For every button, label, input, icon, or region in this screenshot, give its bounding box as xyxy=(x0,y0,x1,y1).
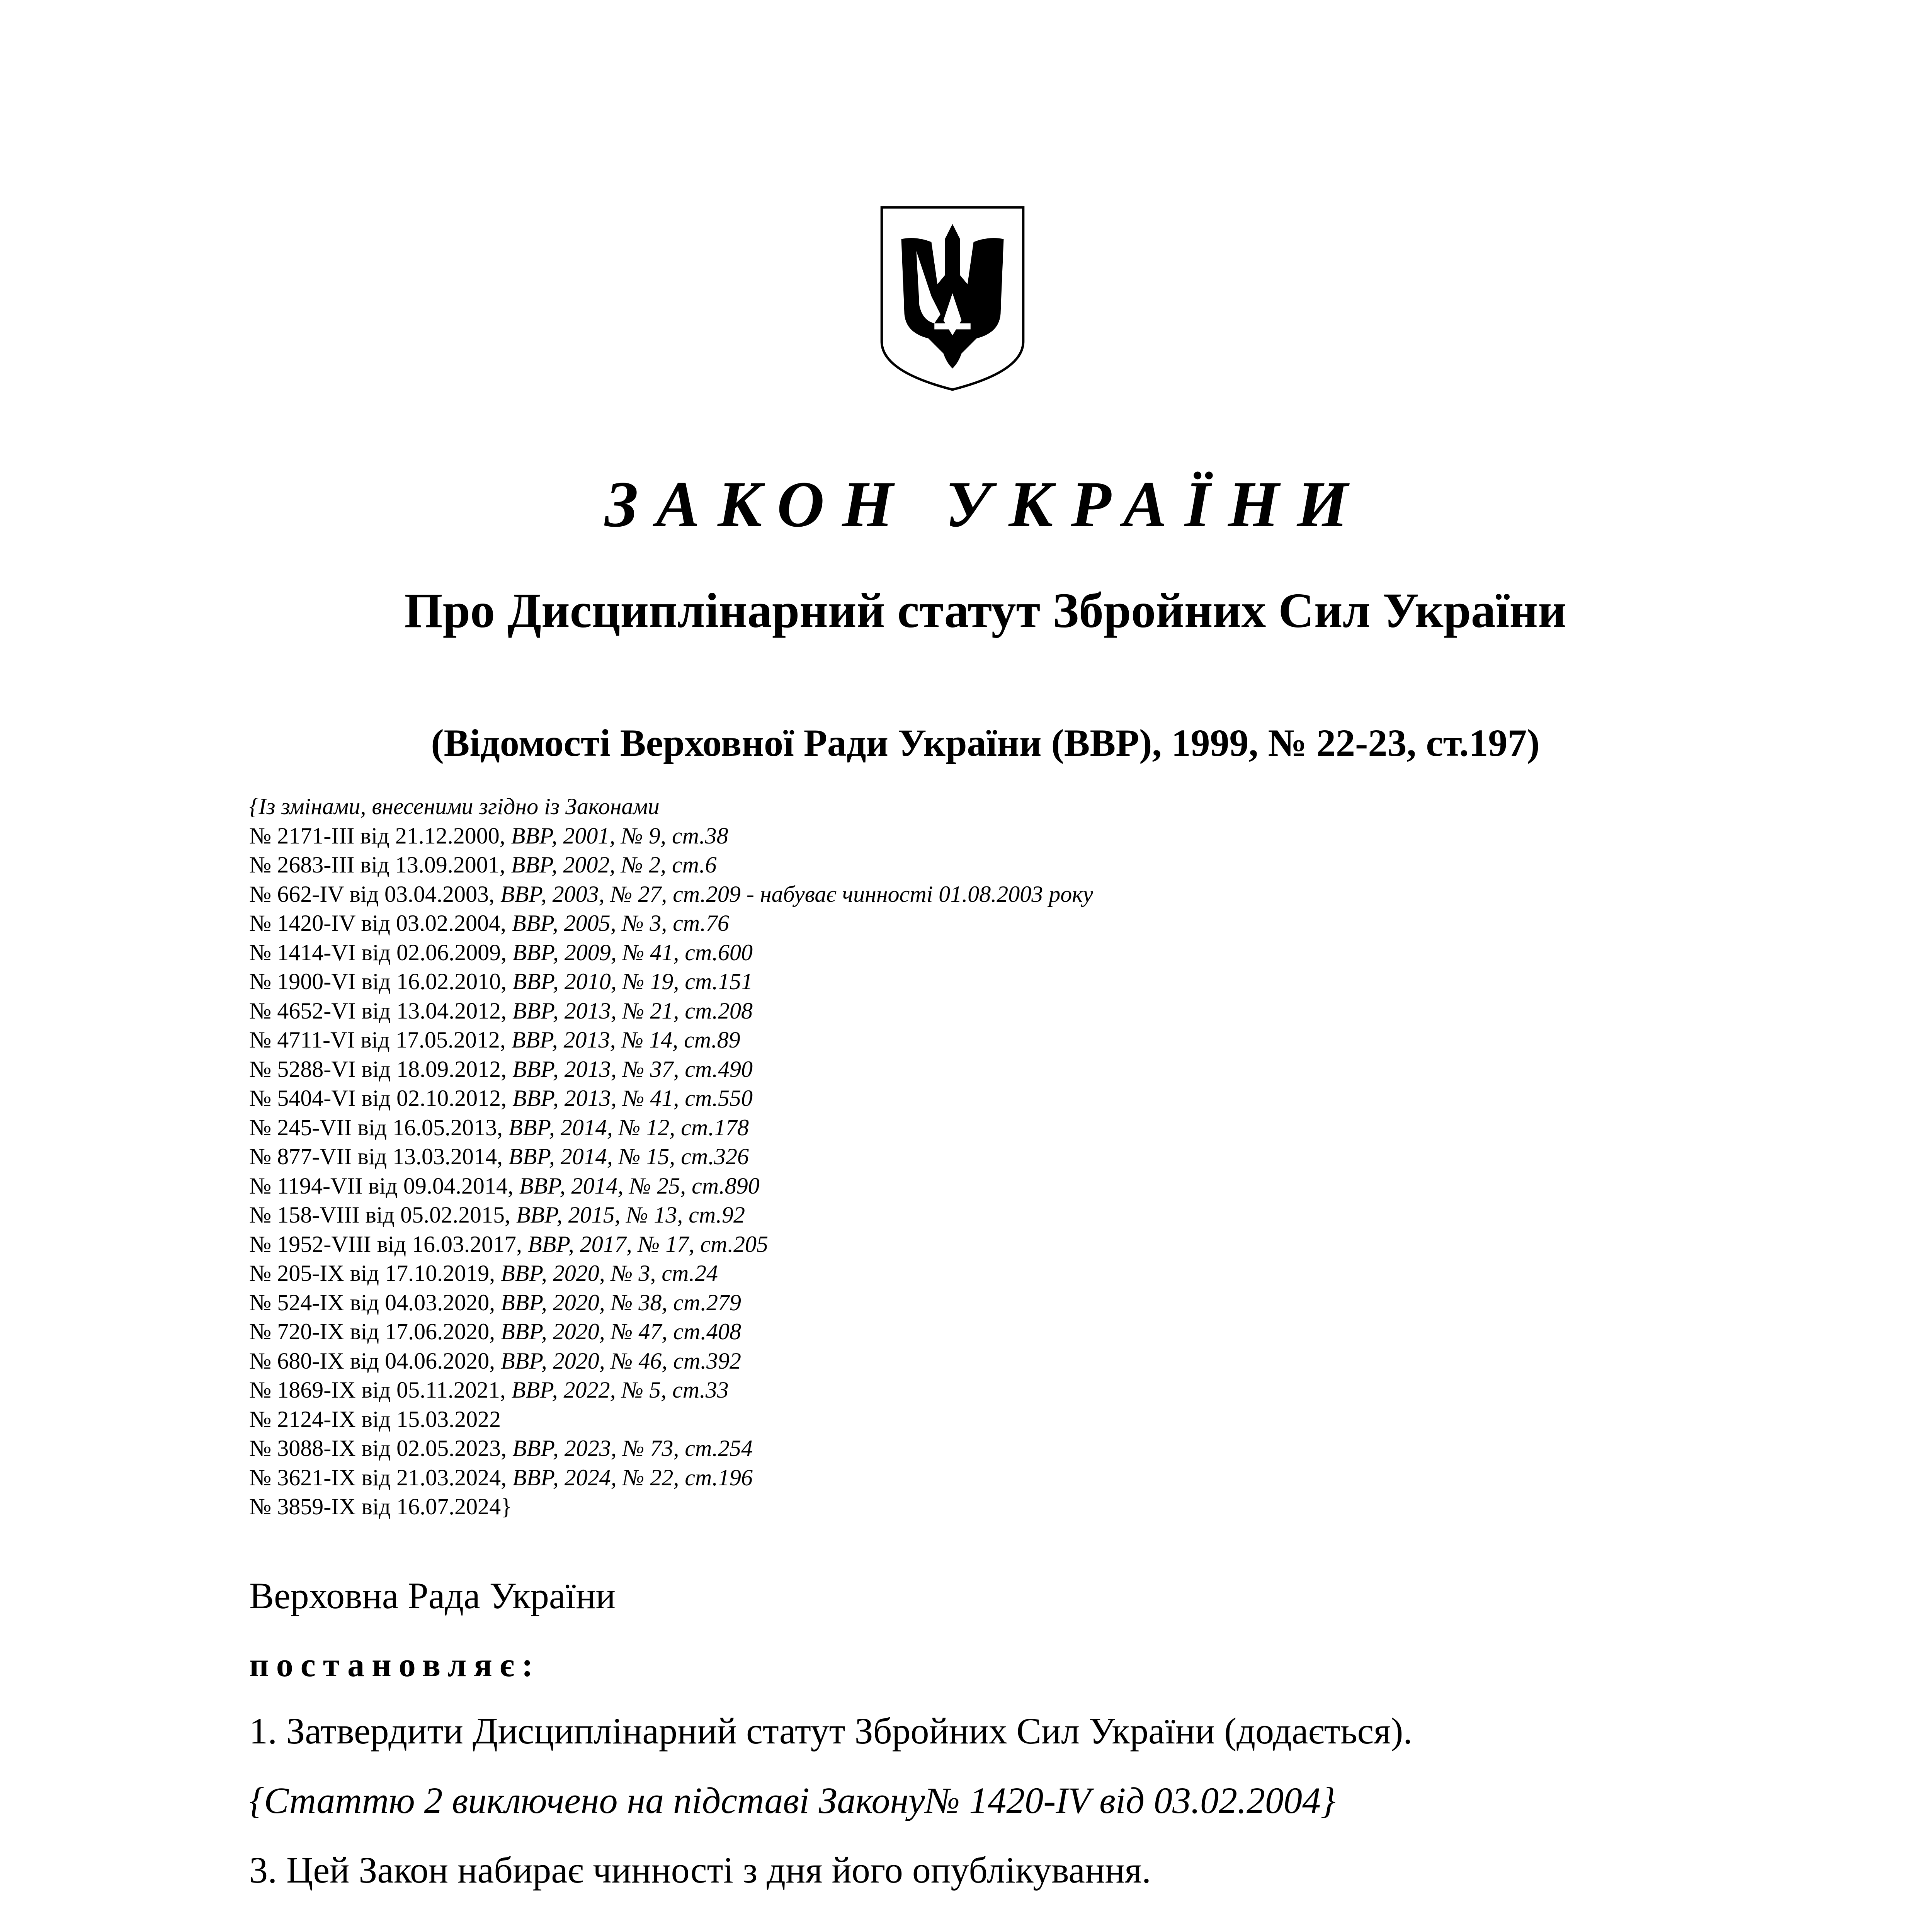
amendment-law: № 2171-III від 21.12.2000, xyxy=(249,823,505,849)
amendment-line xyxy=(249,1492,1640,1522)
amendment-source: ВВР, 2009, № 41, ст.600 xyxy=(507,939,753,965)
amendment-source: ВВР, 2023, № 73, ст.254 xyxy=(507,1435,753,1461)
amendment-law: № 158-VIII від 05.02.2015, xyxy=(249,1202,511,1228)
amendment-law: № 680-IX від 04.06.2020, xyxy=(249,1348,495,1374)
amendment-source: ВВР, 2010, № 19, ст.151 xyxy=(507,969,753,994)
amendment-source: ВВР, 2014, № 12, ст.178 xyxy=(503,1114,749,1140)
gazette-reference: (Відомості Верховної Ради України (ВВР), 1999, № 22-23, ст.197) xyxy=(431,721,1540,764)
amendment-law: № 662-IV від 03.04.2003, xyxy=(249,881,495,907)
amendment-source: ВВР, 2020, № 47, ст.408 xyxy=(495,1319,742,1344)
amendment-law: № 524-IX від 04.03.2020, xyxy=(249,1289,495,1315)
amendment-source: ВВР, 2013, № 14, ст.89 xyxy=(505,1027,740,1053)
amendment-law: № 4652-VI від 13.04.2012, xyxy=(249,998,507,1024)
amendment-line xyxy=(249,1055,1640,1084)
amendment-source: ВВР, 2024, № 22, ст.196 xyxy=(507,1464,753,1490)
amendment-line xyxy=(249,880,1640,909)
amendment-line xyxy=(249,1084,1640,1113)
amendment-source: ВВР, 2017, № 17, ст.205 xyxy=(522,1231,768,1257)
amendment-law: № 1952-VIII від 16.03.2017, xyxy=(249,1231,522,1257)
amendment-law: № 2124-IX від 15.03.2022 xyxy=(249,1406,501,1432)
amendments-intro: {Із змінами, внесеними згідно із Законами xyxy=(249,794,660,819)
trident-coat-of-arms-icon xyxy=(877,203,1028,394)
law-title: ЗАКОН УКРАЇНИ xyxy=(605,468,1366,541)
amendment-law: № 3859-IX від 16.07.2024} xyxy=(249,1494,512,1519)
amendment-law: № 1194-VII від 09.04.2014, xyxy=(249,1173,514,1199)
amendment-law: № 1414-VI від 02.06.2009, xyxy=(249,939,507,965)
amendment-line xyxy=(249,1463,1640,1493)
amendment-law: № 1869-IX від 05.11.2021, xyxy=(249,1377,506,1403)
coat-of-arms xyxy=(877,203,1028,394)
amendment-line xyxy=(249,1172,1640,1201)
amendment-source: ВВР, 2020, № 38, ст.279 xyxy=(495,1289,742,1315)
amendment-source: ВВР, 2015, № 13, ст.92 xyxy=(510,1202,745,1228)
amendment-line xyxy=(249,1026,1640,1055)
article-2-note: {Статтю 2 виключено на підставі Закону№ 1420-IV від 03.02.2004} xyxy=(249,1780,1336,1821)
amendment-line xyxy=(249,821,1640,851)
amendments-list xyxy=(249,792,1640,1522)
amendment-source: ВВР, 2014, № 15, ст.326 xyxy=(503,1144,749,1169)
decrees-heading: постановляє: xyxy=(249,1646,541,1684)
amendment-line xyxy=(249,1317,1640,1347)
amendment-line xyxy=(249,1230,1640,1259)
amendment-line xyxy=(249,1113,1640,1143)
amendment-law: № 205-IX від 17.10.2019, xyxy=(249,1260,495,1286)
amendment-line xyxy=(249,1259,1640,1288)
amendment-source: ВВР, 2013, № 37, ст.490 xyxy=(507,1056,753,1082)
amendment-source: ВВР, 2013, № 21, ст.208 xyxy=(507,998,753,1024)
amendment-source: ВВР, 2020, № 46, ст.392 xyxy=(495,1348,742,1374)
amendment-law: № 1900-VI від 16.02.2010, xyxy=(249,969,507,994)
amendment-law: № 877-VII від 13.03.2014, xyxy=(249,1144,503,1169)
amendment-source: ВВР, 2013, № 41, ст.550 xyxy=(507,1085,753,1111)
amendment-line xyxy=(249,1434,1640,1463)
amendment-source: ВВР, 2014, № 25, ст.890 xyxy=(513,1173,760,1199)
amendment-line xyxy=(249,1405,1640,1434)
amendment-source: ВВР, 2020, № 3, ст.24 xyxy=(495,1260,718,1286)
amendment-line xyxy=(249,967,1640,997)
article-3: 3. Цей Закон набирає чинності з дня його опублікування. xyxy=(249,1849,1151,1891)
amendment-line xyxy=(249,1201,1640,1230)
law-subject: Про Дисциплінарний статут Збройних Сил України xyxy=(404,583,1566,638)
amendment-source: ВВР, 2005, № 3, ст.76 xyxy=(506,910,729,936)
amendment-line xyxy=(249,938,1640,968)
issuer: Верховна Рада України xyxy=(249,1575,616,1616)
amendment-law: № 4711-VI від 17.05.2012, xyxy=(249,1027,506,1053)
amendment-law: № 3088-IX від 02.05.2023, xyxy=(249,1435,507,1461)
amendment-law: № 5288-VI від 18.09.2012, xyxy=(249,1056,507,1082)
amendment-line xyxy=(249,1142,1640,1172)
amendment-source: ВВР, 2002, № 2, ст.6 xyxy=(505,852,717,878)
amendment-line xyxy=(249,1347,1640,1376)
amendment-line xyxy=(249,997,1640,1026)
amendment-law: № 245-VII від 16.05.2013, xyxy=(249,1114,503,1140)
amendment-line xyxy=(249,1288,1640,1318)
amendment-source: ВВР, 2003, № 27, ст.209 - набуває чинності 01.08.2003 року xyxy=(494,881,1093,907)
amendment-law: № 1420-IV від 03.02.2004, xyxy=(249,910,506,936)
amendment-source: ВВР, 2001, № 9, ст.38 xyxy=(505,823,728,849)
amendment-law: № 5404-VI від 02.10.2012, xyxy=(249,1085,507,1111)
amendment-line xyxy=(249,909,1640,938)
amendment-line xyxy=(249,850,1640,880)
amendment-law: № 2683-III від 13.09.2001, xyxy=(249,852,505,878)
amendment-source: ВВР, 2022, № 5, ст.33 xyxy=(505,1377,729,1403)
article-1: 1. Затвердити Дисциплінарний статут Збройних Сил України (додається). xyxy=(249,1710,1413,1752)
amendment-line xyxy=(249,1376,1640,1405)
amendment-law: № 720-IX від 17.06.2020, xyxy=(249,1319,495,1344)
amendment-law: № 3621-IX від 21.03.2024, xyxy=(249,1464,507,1490)
